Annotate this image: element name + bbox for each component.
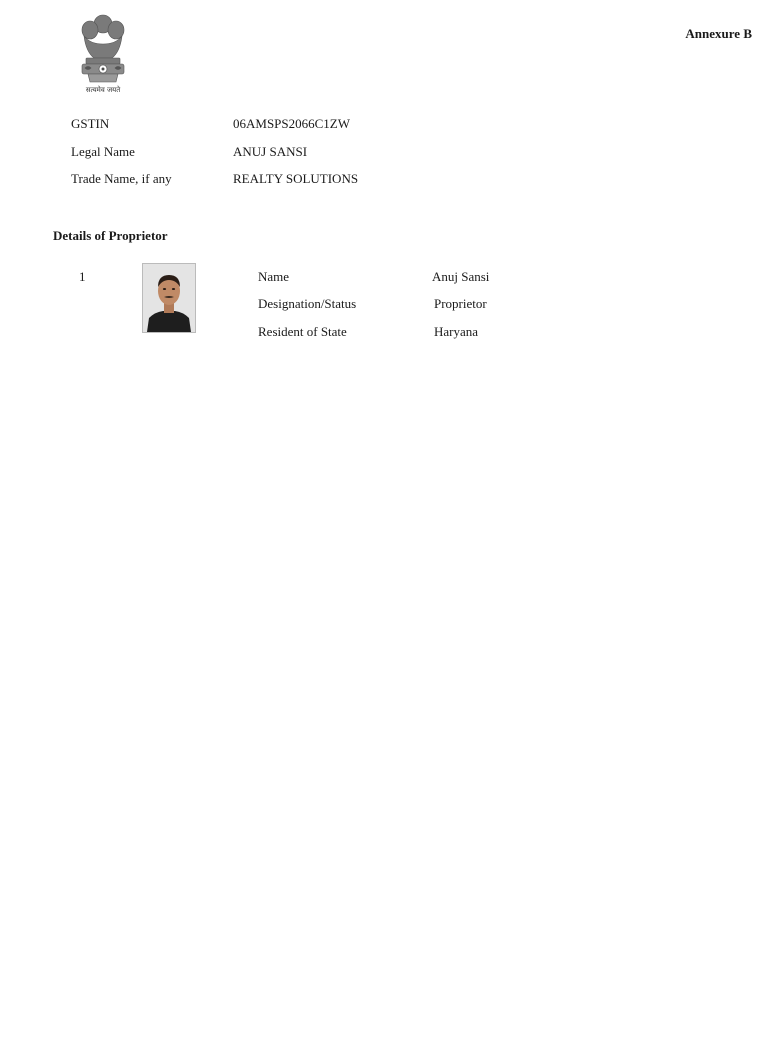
trade-name-value: REALTY SOLUTIONS (233, 171, 359, 186)
proprietor-serial-number: 1 (79, 269, 86, 284)
proprietor-section-heading: Details of Proprietor (53, 228, 168, 243)
proprietor-designation-label: Designation/Status (258, 296, 357, 311)
proprietor-designation-value: Proprietor (434, 296, 487, 311)
gstin-value: 06AMSPS2066C1ZW (233, 116, 351, 131)
trade-name-label: Trade Name, if any (71, 171, 172, 186)
proprietor-name-value: Anuj Sansi (432, 269, 490, 284)
proprietor-name-label: Name (258, 269, 290, 284)
legal-name-value: ANUJ SANSI (233, 144, 308, 159)
emblem-motto: सत्यमेव जयते (85, 86, 121, 94)
gstin-label: GSTIN (71, 116, 110, 131)
proprietor-state-label: Resident of State (258, 324, 347, 339)
proprietor-state-value: Haryana (434, 324, 479, 339)
legal-name-label: Legal Name (71, 144, 135, 159)
annexure-label: Annexure B (685, 26, 752, 41)
proprietor-photo (142, 263, 196, 333)
